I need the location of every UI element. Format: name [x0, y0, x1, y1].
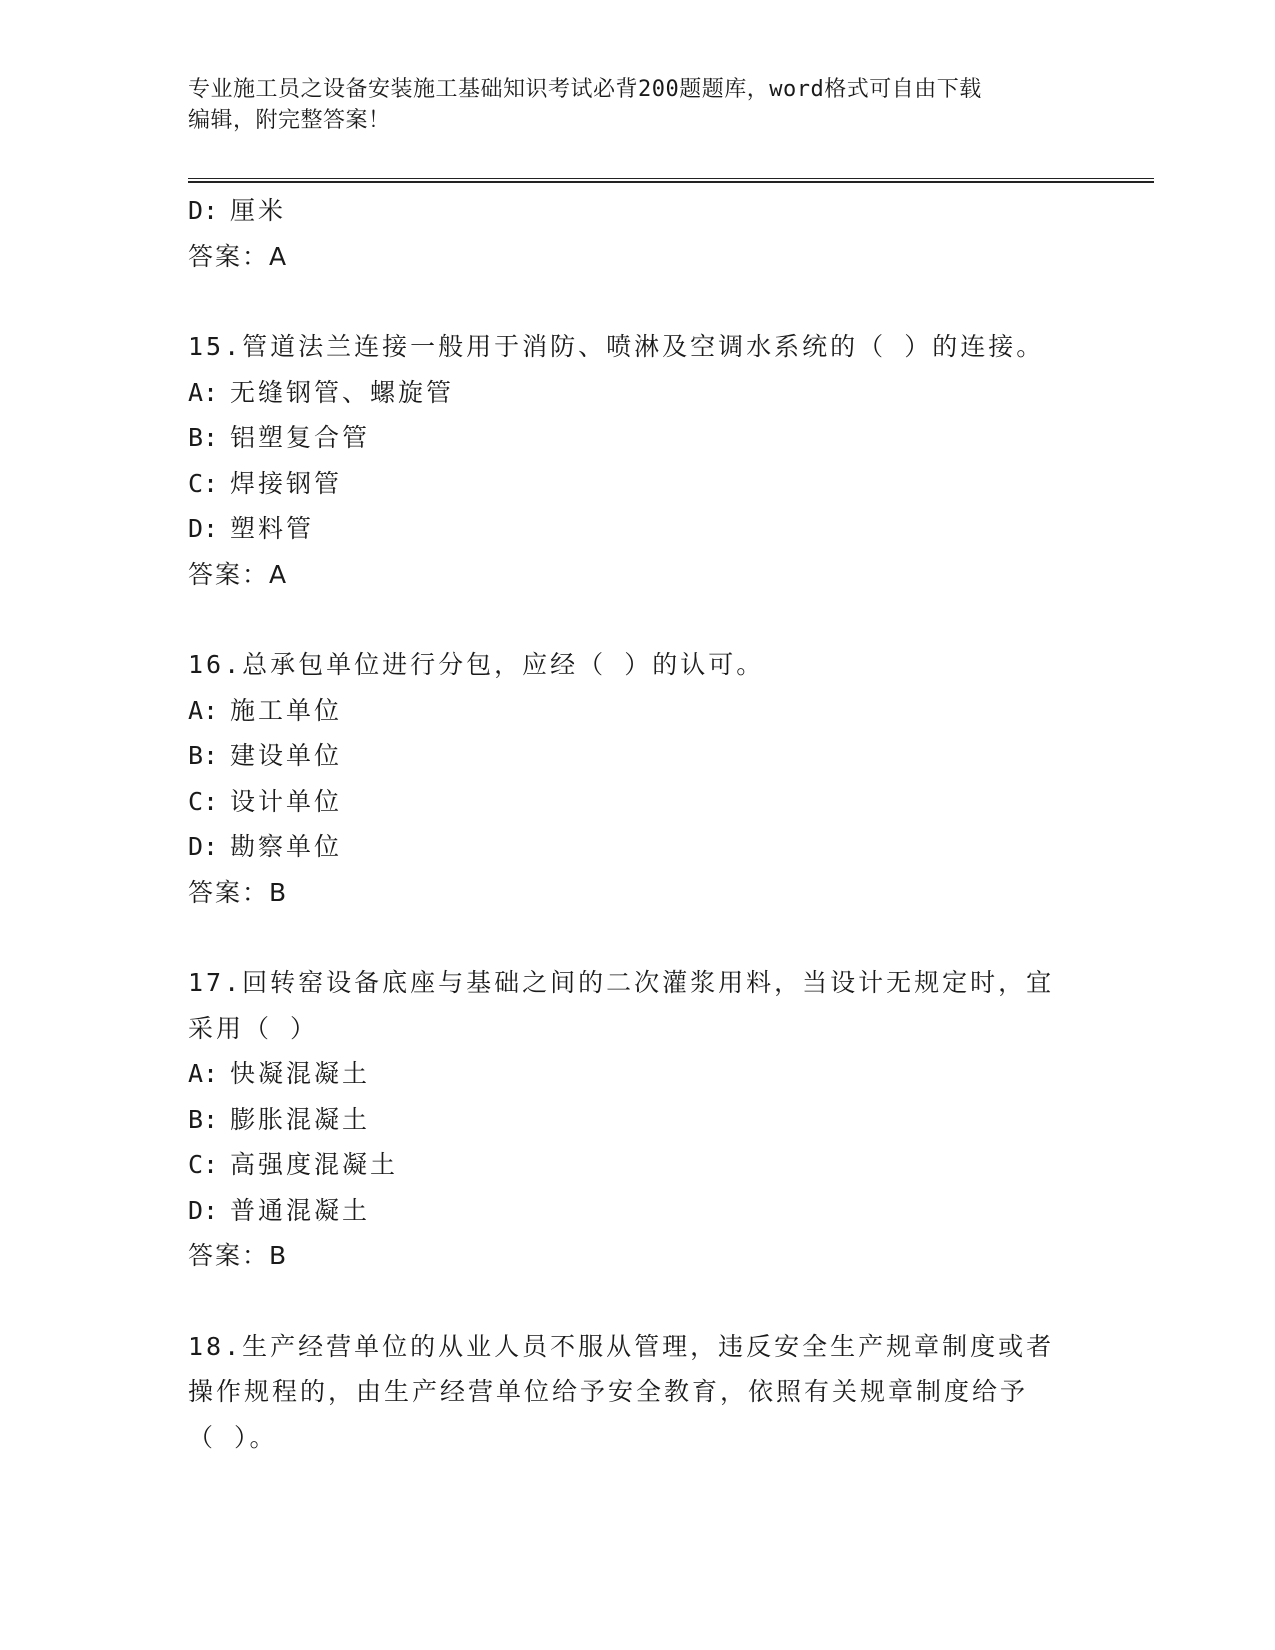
- option-text: 建设单位: [230, 741, 343, 770]
- header-divider: [188, 178, 1154, 183]
- spacer: [188, 1279, 1088, 1324]
- question-18: [188, 1324, 1088, 1461]
- option-d: [188, 824, 1088, 870]
- question-17: [188, 960, 1088, 1279]
- question-stem-line-3: （ ）。: [188, 1422, 278, 1452]
- spacer: [188, 279, 1088, 324]
- question-stem-line-1: 17.回转窑设备底座与基础之间的二次灌浆用料，当设计无规定时，宜: [188, 968, 1055, 997]
- option-text: 快凝混凝土: [230, 1059, 371, 1088]
- option-letter: C:: [188, 468, 219, 498]
- option-letter: C:: [188, 786, 219, 816]
- question-stem: 15.管道法兰连接一般用于消防、喷淋及空调水系统的（ ）的连接。: [188, 332, 1045, 361]
- option-letter: D:: [188, 514, 219, 543]
- question-stem-line-2: 操作规程的，由生产经营单位给予安全教育，依照有关规章制度给予: [188, 1377, 1029, 1406]
- option-letter: B:: [188, 741, 219, 770]
- option-letter: A:: [188, 1059, 219, 1088]
- option-text: 勘察单位: [230, 832, 343, 861]
- option-text: 膨胀混凝土: [230, 1104, 371, 1134]
- option-c: [188, 779, 1088, 825]
- page-header: [188, 74, 1068, 136]
- option-c: [188, 1142, 1088, 1188]
- option-d: [188, 506, 1088, 552]
- header-line-1: 专业施工员之设备安装施工基础知识考试必背200题题库，word格式可自由下载: [188, 77, 982, 102]
- option-a: [188, 370, 1088, 416]
- question-16: [188, 642, 1088, 915]
- option-letter: D:: [188, 196, 219, 225]
- option-b: [188, 415, 1088, 461]
- option-b: [188, 733, 1088, 779]
- spacer: [188, 597, 1088, 642]
- option-text: 施工单位: [230, 695, 343, 725]
- option-text: 普通混凝土: [230, 1195, 371, 1225]
- option-letter: A:: [188, 377, 219, 407]
- question-stem: 16.总承包单位进行分包，应经（ ）的认可。: [188, 650, 765, 679]
- answer-line: 答案：A: [188, 559, 289, 589]
- question-15: [188, 324, 1088, 597]
- spacer: [188, 915, 1088, 960]
- header-line-2: 编辑，附完整答案！: [188, 108, 391, 133]
- option-text: 设计单位: [230, 786, 343, 816]
- answer-line: 答案：A: [188, 241, 289, 271]
- document-body: [188, 188, 1088, 1460]
- question-stem-line-1: 18.生产经营单位的从业人员不服从管理，违反安全生产规章制度或者: [188, 1331, 1055, 1361]
- option-letter: A:: [188, 695, 219, 725]
- option-a: [188, 1051, 1088, 1097]
- option-text: 无缝钢管、螺旋管: [230, 377, 455, 407]
- option-d: [188, 188, 1088, 234]
- option-text: 高强度混凝土: [230, 1150, 399, 1179]
- answer-line: 答案：B: [188, 1241, 289, 1270]
- option-letter: C:: [188, 1150, 219, 1179]
- question-stem-line-2: 采用（ ）: [188, 1013, 319, 1043]
- option-b: [188, 1097, 1088, 1143]
- option-d: [188, 1188, 1088, 1234]
- option-letter: D:: [188, 832, 219, 861]
- option-text: 塑料管: [230, 514, 315, 543]
- option-c: [188, 461, 1088, 507]
- question-14-tail: [188, 188, 1088, 279]
- option-a: [188, 688, 1088, 734]
- option-letter: B:: [188, 423, 219, 452]
- option-letter: D:: [188, 1195, 219, 1225]
- option-letter: B:: [188, 1104, 219, 1134]
- option-text: 厘米: [230, 196, 287, 225]
- answer-line: 答案：B: [188, 877, 289, 907]
- option-text: 铝塑复合管: [230, 423, 371, 452]
- option-text: 焊接钢管: [230, 468, 343, 498]
